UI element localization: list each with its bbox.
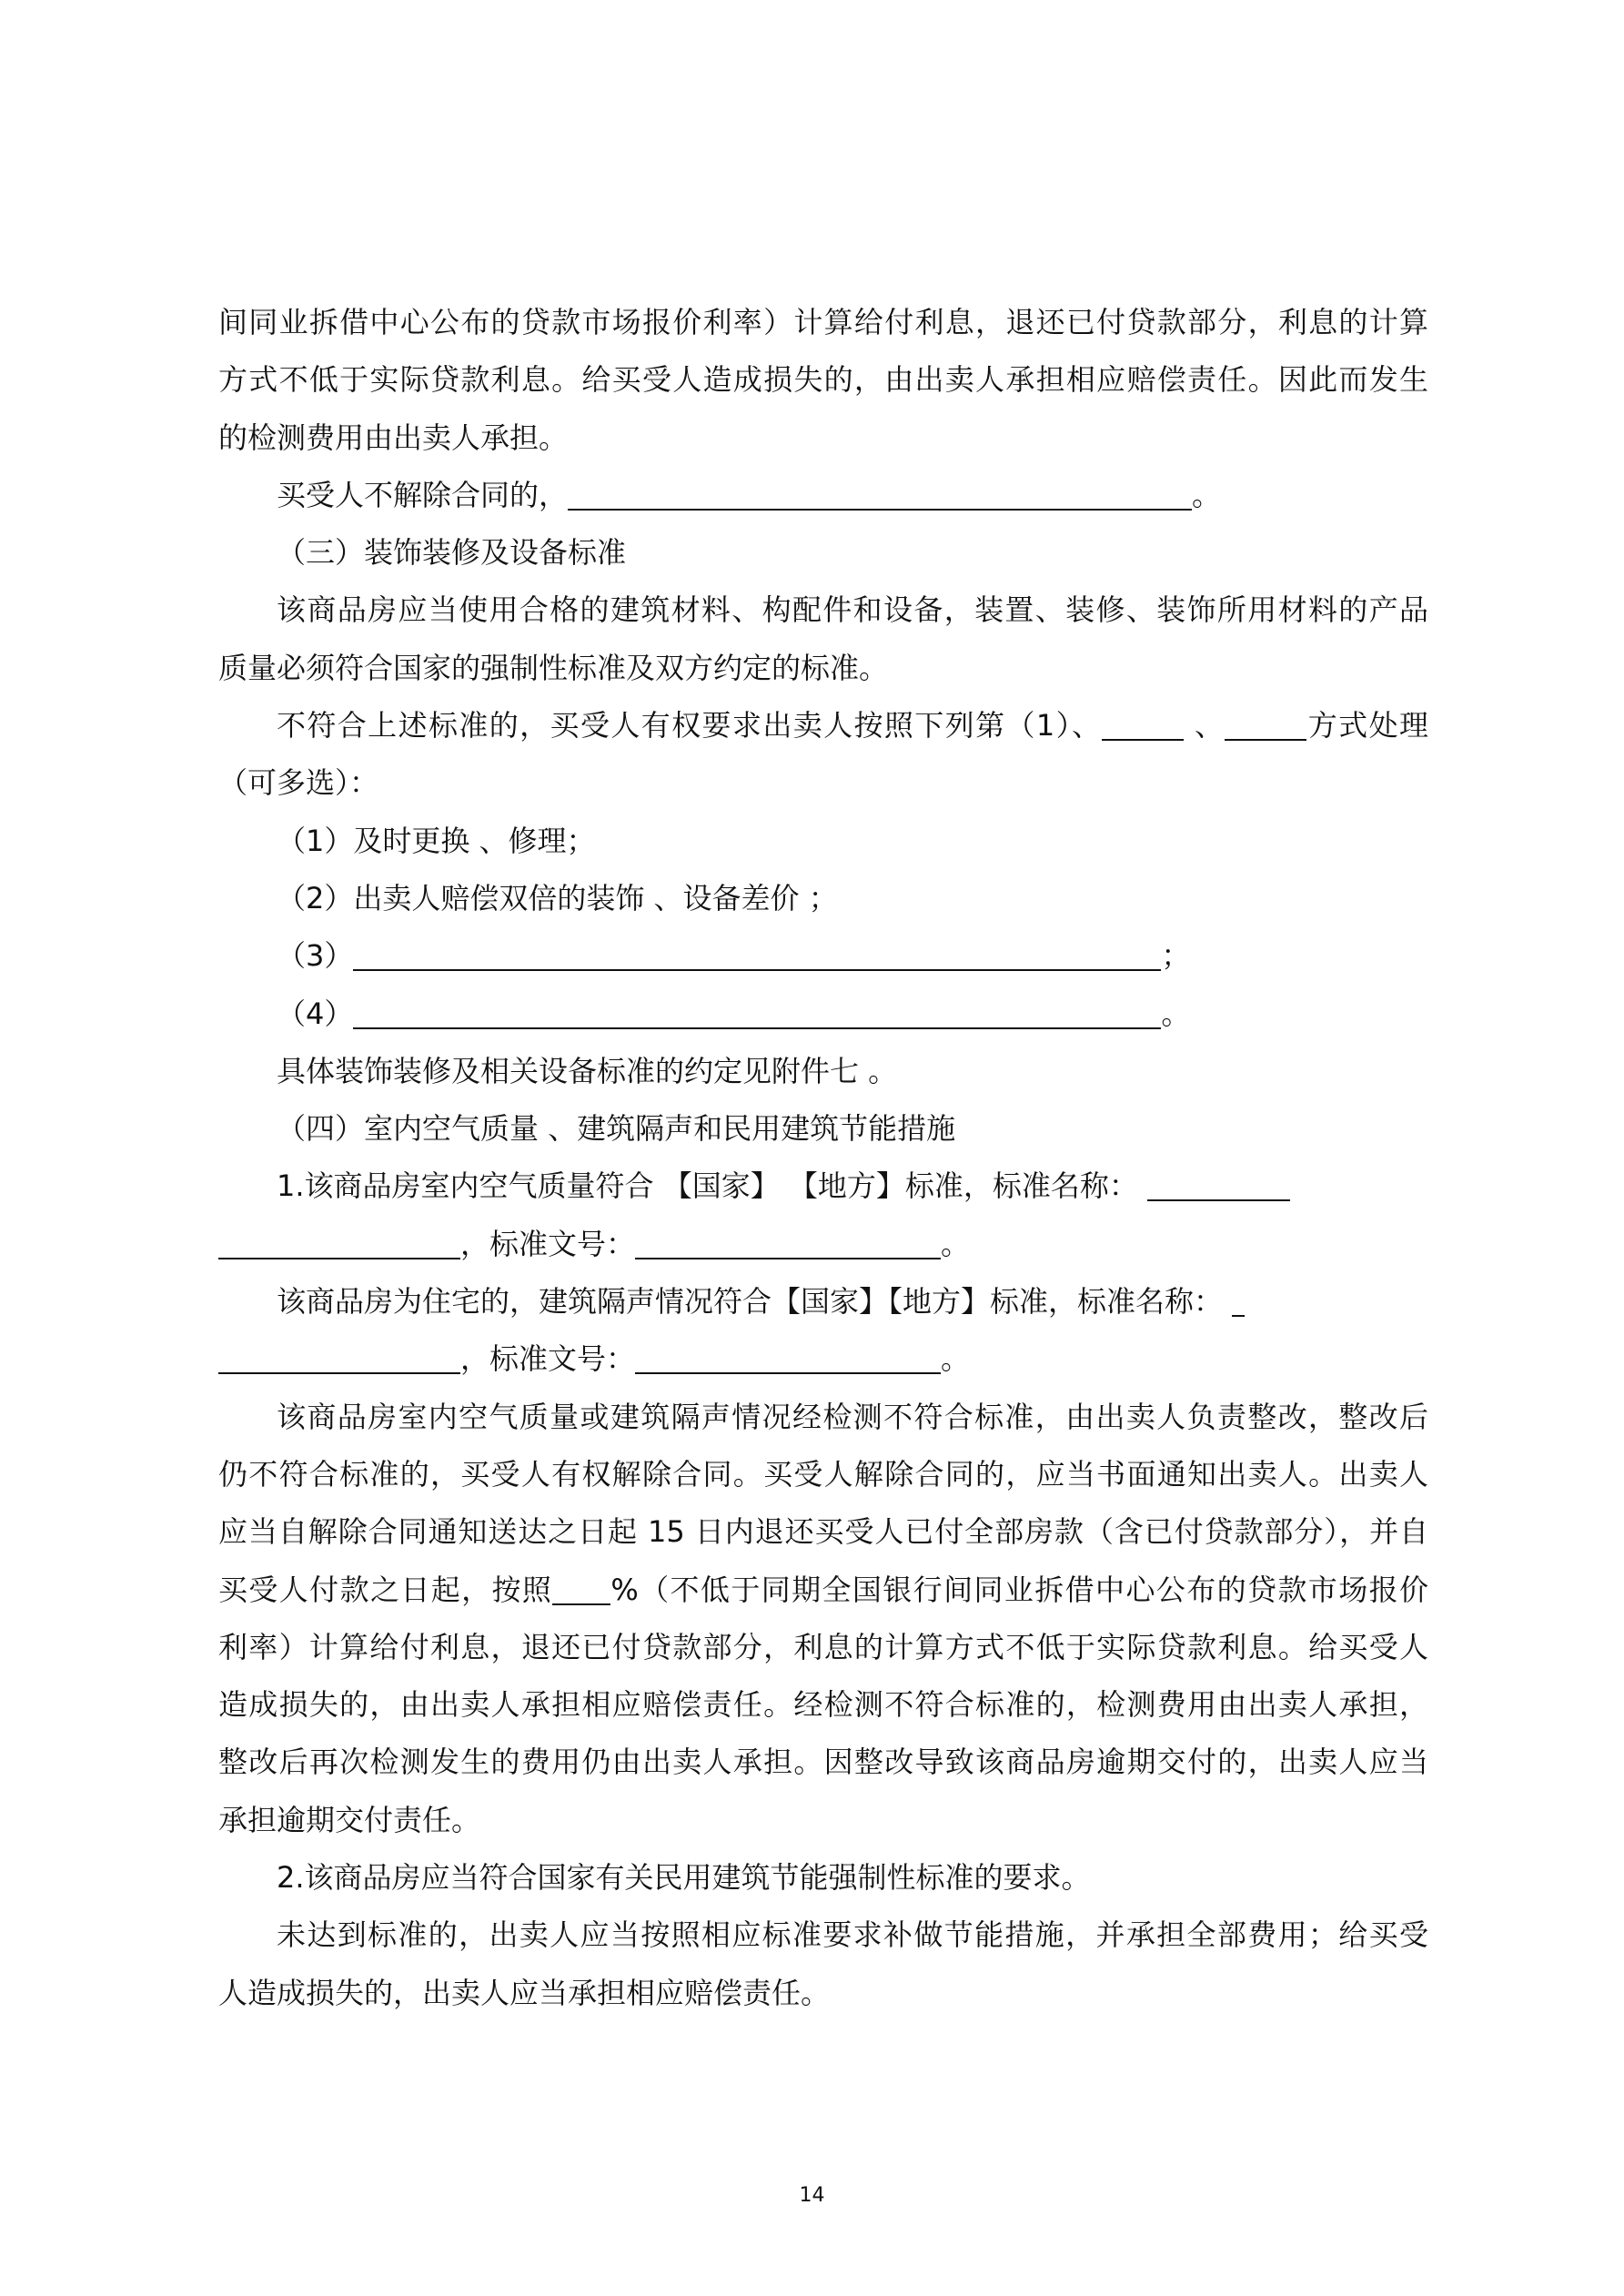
text-line: 2.该商品房应当符合国家有关民用建筑节能强制性标准的要求。 <box>277 1860 1091 1896</box>
text-line: （可多选）： <box>218 765 379 801</box>
text-line: 方式不低于实际贷款利息。给买受人造成损失的，由出卖人承担相应赔偿责任。因此而发生 <box>218 362 1428 398</box>
text-line: 造成损失的，由出卖人承担相应赔偿责任。经检测不符合标准的，检测费用由出卖人承担， <box>218 1687 1428 1723</box>
text-line: 的检测费用由出卖人承担。 <box>218 420 569 455</box>
text-line <box>218 697 1428 754</box>
text: （4） <box>277 996 354 1031</box>
text-line: 质量必须符合国家的强制性标准及双方约定的标准。 <box>218 650 889 685</box>
text: 该商品房为住宅的，建筑隔声情况符合【国家】【地方】标准，标准名称： <box>277 1284 1224 1320</box>
page-number: 14 <box>799 2184 825 2207</box>
text: 不符合上述标准的，买受人有权要求出卖人按照下列第（1）、 <box>277 708 1103 743</box>
section-heading: （三）装饰装修及设备标准 <box>277 535 627 571</box>
text: 方式处理 <box>1306 708 1428 743</box>
text: %（不低于同期全国银行间同业拆借中心公布的贷款市场报价 <box>610 1572 1428 1607</box>
fill-blank <box>353 995 1161 1029</box>
text-line <box>218 1158 1428 1215</box>
fill-blank <box>218 1340 460 1374</box>
text-line: 间同业拆借中心公布的贷款市场报价利率）计算给付利息，退还已付贷款部分，利息的计算 <box>218 305 1428 339</box>
fill-blank <box>1225 706 1306 741</box>
fill-blank <box>1102 706 1184 741</box>
text-line: 该商品房应当使用合格的建筑材料、构配件和设备，装置、装修、装饰所用材料的产品 <box>277 592 1428 628</box>
fill-blank <box>568 476 1192 511</box>
option-item: （1）及时更换 、修理； <box>277 823 596 858</box>
text: 。 <box>1161 996 1191 1031</box>
fill-blank <box>635 1225 941 1259</box>
text-line: 人造成损失的，出卖人应当承担相应赔偿责任。 <box>218 1975 831 2010</box>
fill-blank <box>353 936 1161 971</box>
text: 。 <box>941 1341 971 1377</box>
fill-blank <box>218 1225 460 1259</box>
text: 。 <box>941 1226 971 1261</box>
fill-blank <box>1232 1282 1245 1317</box>
text-line: 具体装饰装修及相关设备标准的约定见附件七 。 <box>277 1053 898 1088</box>
text: （3） <box>277 938 354 974</box>
fill-blank <box>552 1571 610 1605</box>
text: 。 <box>1192 477 1222 512</box>
text-line <box>218 1330 1428 1388</box>
text-line: 未达到标准的，出卖人应当按照相应标准要求补做节能措施，并承担全部费用；给买受 <box>277 1917 1428 1953</box>
text-line <box>218 1562 1428 1619</box>
text: ； <box>1161 938 1191 974</box>
text-line: 承担逾期交付责任。 <box>218 1802 481 1837</box>
text: 买受人不解除合同的， <box>277 477 569 512</box>
text-line: 该商品房室内空气质量或建筑隔声情况经检测不符合标准，由出卖人负责整改，整改后 <box>277 1399 1428 1434</box>
option-item <box>218 986 1428 1043</box>
text-line <box>218 1273 1428 1330</box>
text: 买受人付款之日起，按照 <box>218 1572 553 1607</box>
text: 1.该商品房室内空气质量符合 【国家】 【地方】标准，标准名称： <box>277 1168 1138 1204</box>
text: ，标准文号： <box>460 1341 636 1377</box>
text-line <box>218 1216 1428 1273</box>
text-line <box>218 467 1428 524</box>
text-line: 应当自解除合同通知送达之日起 15 日内退还买受人已付全部房款（含已付贷款部分），并自 <box>218 1514 1428 1550</box>
section-heading: （四）室内空气质量 、建筑隔声和民用建筑节能措施 <box>277 1111 956 1147</box>
document-body <box>218 294 1428 2022</box>
text: 、 <box>1184 708 1226 743</box>
text-line: 利率）计算给付利息，退还已付贷款部分，利息的计算方式不低于实际贷款利息。给买受人 <box>218 1629 1428 1664</box>
fill-blank <box>1147 1167 1290 1201</box>
text: ，标准文号： <box>460 1226 636 1261</box>
option-item: （2）出卖人赔偿双倍的装饰 、设备差价 ； <box>277 880 838 915</box>
option-item <box>218 927 1428 985</box>
fill-blank <box>635 1340 941 1374</box>
text-line: 整改后再次检测发生的费用仍由出卖人承担。因整改导致该商品房逾期交付的，出卖人应当 <box>218 1745 1428 1780</box>
text-line: 仍不符合标准的，买受人有权解除合同。买受人解除合同的，应当书面通知出卖人。出卖人 <box>218 1456 1428 1492</box>
